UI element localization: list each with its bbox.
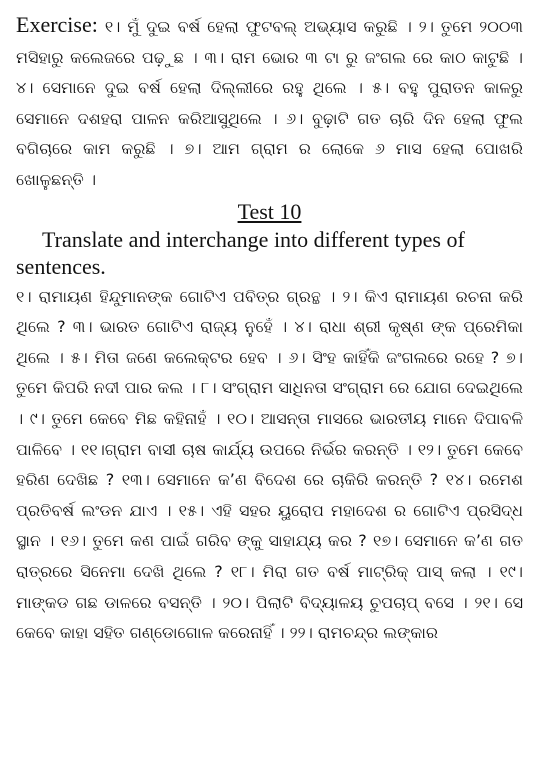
test-title: Test 10 xyxy=(237,198,302,224)
exercise-label: Exercise: xyxy=(16,12,98,37)
test-questions: ୧। ରାମାୟଣ ହିନ୍ଦୁମାନଙ୍କ ଗୋଟିଏ ପବିତ୍ର ଗ୍ରନ୍ଥ । ୨। କିଏ ରାମାୟଣ ରଚନା କରି ଥିଲେ ? ୩। ଭାରତ ଗୋଟିଏ ରାଜ୍ୟ ନୁହେଁ । ୪। ରାଧା ଶ୍ରୀ କୃଷ୍ଣ ଙ୍କ ପ୍ରେମିକା ଥିଲେ । ୫। ମିତା ଜଣେ କଲେକ୍ଟର ହେବ । ୬। ସିଂହ କାହିଁକି ଜଂଗଲରେ ରହେ ? ୭। ତୁମେ କିପରି ନଦୀ ପାର କଲ । ୮। ସଂଗ୍ରାମ ସାଧିନତା ସଂଗ୍ରାମ ରେ ଯୋଗ ଦେଇଥିଲେ । ୯। ତୁମେ କେବେ ମିଛ କହିନାହଁ । ୧୦। ଆସନ୍ତା ମାସରେ ଭାରତୀୟ ମାନେ ଦିପାବଳି ପାଳିବେ । ୧୧।ଗ୍ରାମ ବାସୀ ଚାଷ କାର୍ଯ୍ୟ ଉପରେ ନିର୍ଭର କରନ୍ତି । ୧୨। ତୁମେ କେବେ ହରିଣ ଦେଖିଛ ? ୧୩। ସେମାନେ କ’ଣ ବିଦେଶ ରେ ଚାକିରି କରନ୍ତି ? ୧୪। ରମେଶ ପ୍ରତିବର୍ଷ ଲଂଡନ ଯାଏ । ୧୫। ଏହି ସହର ୟୁରୋପ ମହାଦେଶ ର ଗୋଟିଏ ପ୍ରସିଦ୍ଧ ସ୍ଥାନ । ୧୬। ତୁମେ କଣ ପାଇଁ ଗରିବ ଙ୍କୁ ସାହାଯ୍ୟ କର ? ୧୭। ସେମାନେ କ’ଣ ଗତ ରାତ୍ରରେ ସିନେମା ଦେଖି ଥିଲେ ? ୧୮। ମିରା ଗତ ବର୍ଷ ମାଟ୍ରିକ୍ ପାସ୍ କଲା । ୧୯। ମାଙ୍କଡ ଗଛ ଡାଳରେ ବସନ୍ତି । ୨୦। ପିଲାଟି ବିଦ୍ୟାଳୟ ଚୁପଚାପ୍ ବସେ । ୨୧। ସେ କେବେ କାହା ସହିତ ଗଣ୍ଡୋଗୋଳ କରେନାହିଁ । ୨୨। ରାମଚନ୍ଦ୍ର ଲଙ୍କାର xyxy=(16,286,523,643)
exercise-text: ୧। ମୁଁ ଦୁଇ ବର୍ଷ ହେଲା ଫୁଟବଲ୍ ଅଭ୍ୟାସ କରୁଛି । ୨। ତୁମେ ୨୦୦୩ ମସିହାରୁ କଲେଜରେ ପଢ଼ୁଛ । ୩। ରାମ ଭୋର ୩ ଟା ରୁ ଜଂଗଲ ରେ କାଠ କାଟୁଛି । ୪। ସେମାନେ ଦୁଇ ବର୍ଷ ହେଲା ଦିଲ୍ଲୀରେ ରହୁ ଥିଲେ । ୫। ବହୁ ପୁରାତନ କାଳରୁ ସେମାନେ ଦଶହରା ପାଳନ କରିଆସୁଥିଲେ । ୬। ବୁଢ଼ାଟି ଗତ ଚାରି ଦିନ ହେଲା ଫୁଲ ବଗିଚାରେ କାମ କରୁଛି । ୭। ଆମ ଗ୍ରାମ ର ଲୋକେ ୬ ମାସ ହେଲା ପୋଖରି ଖୋଳୁଛନ୍ତି । xyxy=(16,17,523,189)
exercise-paragraph xyxy=(16,10,523,196)
test-instruction: Translate and interchange into different types of sentences. xyxy=(16,226,465,279)
